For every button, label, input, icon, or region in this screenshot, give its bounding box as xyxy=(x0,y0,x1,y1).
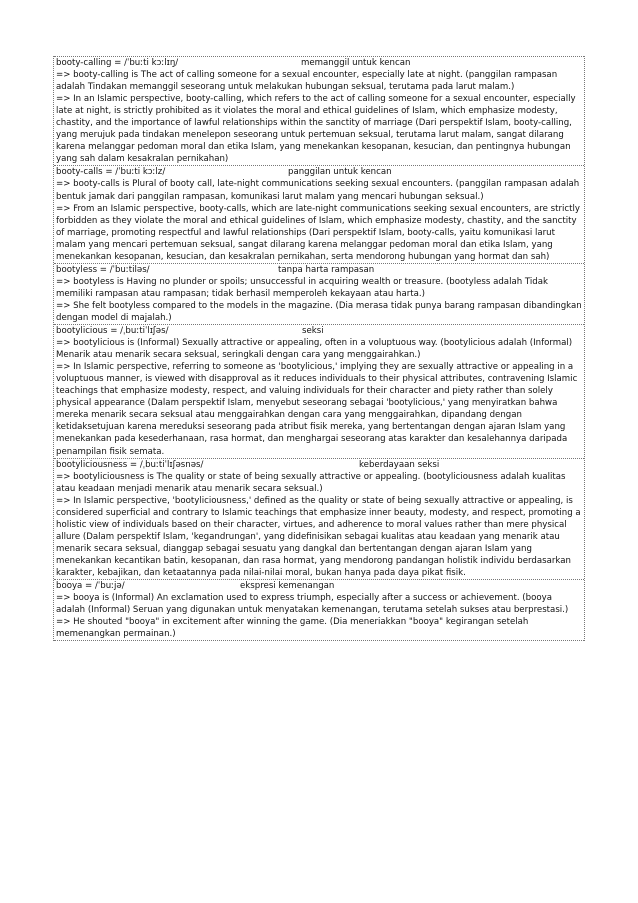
entry-paragraph: => She felt bootyless compared to the models in the magazine. (Dia merasa tidak punya barang rampasan dibandingkan dengan model di majalah.) xyxy=(56,300,582,323)
dictionary-page xyxy=(53,56,585,641)
entry-term: booty-calling = /ˈbuːti kɔːlɪŋ/ xyxy=(56,58,179,68)
entry-heading xyxy=(56,459,582,471)
entry-heading xyxy=(56,580,582,592)
entry-heading xyxy=(56,264,582,276)
entry-paragraph: => bootyliciousness is The quality or state of being sexually attractive or appealing. (bootyliciousness adalah kualitas atau keadaan menjadi menarik atau menarik secara seksual.) xyxy=(56,471,566,494)
dictionary-entry xyxy=(54,579,584,641)
dictionary-entry xyxy=(54,324,584,458)
entry-list xyxy=(54,56,584,641)
entry-translation: memanggil untuk kencan xyxy=(301,58,411,68)
entry-paragraph: => He shouted "booya" in excitement after winning the game. (Dia meneriakkan "booya" kegirangan setelah memenangkan permainan.) xyxy=(56,617,529,640)
entry-term: bootyliciousness = /ˌbuːtiˈlɪʃəsnəs/ xyxy=(56,459,204,470)
entry-paragraph: => booya is (Informal) An exclamation used to express triumph, especially after a success or achievement. (booya adalah (Informal) Seruan yang digunakan untuk menyatakan kemenangan, terutama setelah sukses atau berprestasi.) xyxy=(56,593,569,616)
entry-translation: ekspresi kemenangan xyxy=(240,581,335,592)
entry-term: bootylicious = /ˌbuːtiˈlɪʃəs/ xyxy=(56,326,169,337)
entry-heading xyxy=(56,166,582,178)
entry-paragraph: => booty-calling is The act of calling someone for a sexual encounter, especially late at night. (panggilan rampasan adalah Tindakan memanggil seseorang untuk melakukan hubungan seksual, terutama pada larut malam.) xyxy=(56,70,558,93)
entry-paragraph: => From an Islamic perspective, booty-calls, which are late-night communications seeking sexual encounters, are strictly forbidden as they violate the moral and ethical guidelines of Islam, which emphasize modesty, chastity, and the sanctity of marriage, promoting respectful and lawful relationships (Dari perspektif Islam, booty-calls, yaitu komunikasi larut malam yang mencari pertemuan seksual, sangat dilarang karena melanggar pedoman moral dan etika Islam, yang menekankan kesopanan, kesucian, dan kesakralan pernikahan, serta mendorong hubungan yang hormat dan sah) xyxy=(56,203,580,262)
entry-translation: keberdayaan seksi xyxy=(359,459,440,470)
entry-translation: seksi xyxy=(302,326,324,337)
entry-heading xyxy=(56,325,582,337)
entry-paragraph: => bootylicious is (Informal) Sexually attractive or appealing, often in a voluptuous way. (bootylicious adalah (Informal) Menarik atau menarik secara seksual, seringkali dengan cara yang menggairahkan.) xyxy=(56,338,573,361)
entry-paragraph: => In Islamic perspective, 'bootyliciousness,' defined as the quality or state of being sexually attractive or appealing, is considered superficial and contrary to Islamic teachings that emphasize inner beauty, modesty, and respect, promoting a holistic view of individuals based on their character, virtues, and adherence to moral values rather than mere physical allure (Dalam perspektif Islam, 'kegandrungan', yang didefinisikan sebagai kualitas atau keadaan yang menarik atau menarik secara seksual, dianggap sebagai sesuatu yang dangkal dan bertentangan dengan ajaran Islam yang menekankan kecantikan batin, kesopanan, dan rasa hormat, yang mendorong pandangan holistik individu berdasarkan karakter, kebajikan, dan ketaatannya pada nilai-nilai moral, bukan hanya pada daya pikat fisik. xyxy=(56,495,581,578)
entry-paragraph: => booty-calls is Plural of booty call, late-night communications seeking sexual encounters. (panggilan rampasan adalah bentuk jamak dari panggilan rampasan, komunikasi larut malam yang mencari hubungan seksual.) xyxy=(56,179,580,202)
entry-term: booya = /ˈbuːjə/ xyxy=(56,581,125,592)
dictionary-entry xyxy=(54,165,584,262)
dictionary-entry xyxy=(54,56,584,165)
entry-term: booty-calls = /ˈbuːti kɔːlz/ xyxy=(56,167,166,178)
entry-paragraph: => bootyless is Having no plunder or spoils; unsuccessful in acquiring wealth or treasure. (bootyless adalah Tidak memiliki rampasan atau rampasan; tidak berhasil memperoleh kekayaan atau harta.) xyxy=(56,276,548,299)
dictionary-entry xyxy=(54,458,584,579)
dictionary-entry xyxy=(54,263,584,324)
entry-translation: tanpa harta rampasan xyxy=(278,264,375,275)
entry-paragraph: => In Islamic perspective, referring to someone as 'bootylicious,' implying they are sexually attractive or appealing in a voluptuous manner, is viewed with disapproval as it reduces individuals to their physical attributes, contravening Islamic teachings that emphasize modesty, respect, and valuing individuals for their character and piety rather than solely physical appearance (Dalam perspektif Islam, menyebut seseorang sebagai 'bootylicious,' yang menyiratkan bahwa mereka menarik secara seksual atau menggairahkan dengan cara yang menggairahkan, dipandang dengan ketidaksetujuan karena mereduksi seseorang pada atribut fisik mereka, yang bertentangan dengan ajaran Islam yang menekankan pada kesederhanaan, rasa hormat, dan menghargai seseorang atas karakter dan kesalehannya daripada penampilan fisik semata. xyxy=(56,362,578,457)
entry-heading xyxy=(56,57,582,69)
entry-translation: panggilan untuk kencan xyxy=(288,167,392,178)
entry-term: bootyless = /ˈbuːtiləs/ xyxy=(56,264,150,275)
entry-paragraph: => In an Islamic perspective, booty-calling, which refers to the act of calling someone for a sexual encounter, especially late at night, is strictly prohibited as it violates the moral and ethical guidelines of Islam, which emphasize modesty, chastity, and the importance of lawful relationships within the sanctity of marriage (Dari perspektif Islam, booty-calling, yang merujuk pada tindakan menelepon seseorang untuk pertemuan seksual, terutama larut malam, sangat dilarang karena melanggar pedoman moral dan etika Islam, yang menekankan kesopanan, kesucian, dan pentingnya hubungan yang sah dalam kesakralan pernikahan) xyxy=(56,94,576,165)
